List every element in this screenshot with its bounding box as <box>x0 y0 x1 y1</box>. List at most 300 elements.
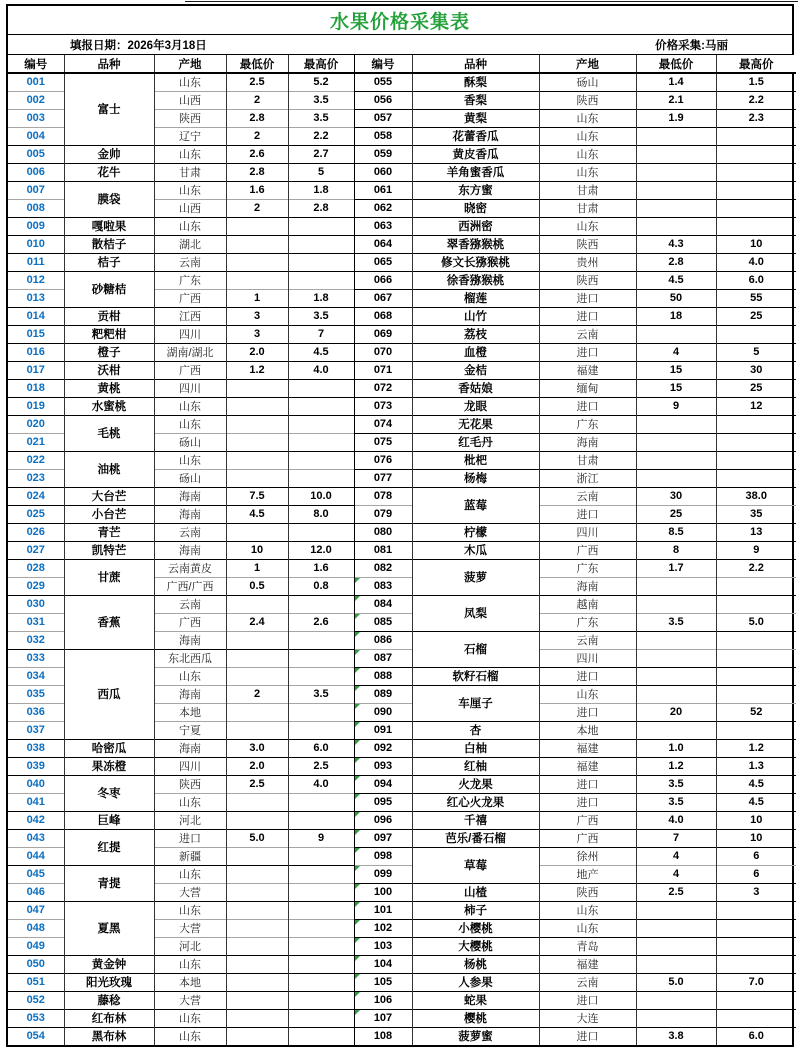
cell-max-price-right: 4.0 <box>716 253 796 271</box>
cell-variety-right: 千禧 <box>412 811 539 829</box>
cell-id-left: 029 <box>8 577 64 595</box>
cell-variety-left: 毛桃 <box>64 415 154 451</box>
cell-variety-right: 木瓜 <box>412 541 539 559</box>
cell-min-price-left: 2.4 <box>226 613 288 631</box>
cell-max-price-left: 9 <box>288 829 354 847</box>
cell-min-price-left <box>226 649 288 667</box>
cell-max-price-right <box>716 901 796 919</box>
cell-min-price-right: 3.5 <box>636 775 716 793</box>
cell-variety-left: 膜袋 <box>64 181 154 217</box>
cell-min-price-left: 2.6 <box>226 145 288 163</box>
table-row <box>8 415 796 433</box>
cell-max-price-right <box>716 577 796 595</box>
cell-max-price-left: 8.0 <box>288 505 354 523</box>
cell-min-price-right: 20 <box>636 703 716 721</box>
cell-min-price-right <box>636 685 716 703</box>
cell-origin-right: 进口 <box>539 991 636 1009</box>
cell-variety-left: 散桔子 <box>64 235 154 253</box>
cell-max-price-left <box>288 667 354 685</box>
cell-origin-right: 广西 <box>539 829 636 847</box>
cell-variety-left: 西瓜 <box>64 649 154 739</box>
cell-variety-right: 榴莲 <box>412 289 539 307</box>
cell-min-price-left: 3 <box>226 307 288 325</box>
cell-min-price-right: 4.3 <box>636 235 716 253</box>
cell-id-left: 016 <box>8 343 64 361</box>
cell-id-left: 021 <box>8 433 64 451</box>
cell-min-price-right <box>636 577 716 595</box>
cell-variety-left: 黑布林 <box>64 1027 154 1045</box>
cell-origin-left: 广东 <box>154 271 226 289</box>
cell-origin-left: 山东 <box>154 901 226 919</box>
cell-max-price-right: 4.5 <box>716 793 796 811</box>
cell-min-price-left <box>226 973 288 991</box>
cell-origin-right: 贵州 <box>539 253 636 271</box>
cell-variety-right: 芭乐/番石榴 <box>412 829 539 847</box>
cell-max-price-left: 2.5 <box>288 757 354 775</box>
cell-origin-left: 山东 <box>154 955 226 973</box>
cell-id-right: 066 <box>354 271 412 289</box>
cell-origin-right: 山东 <box>539 127 636 145</box>
col-header-max-left: 最高价 <box>288 55 354 73</box>
cell-id-left: 043 <box>8 829 64 847</box>
cell-min-price-right: 2.8 <box>636 253 716 271</box>
cell-min-price-left <box>226 883 288 901</box>
cell-min-price-right <box>636 163 716 181</box>
cell-variety-left: 油桃 <box>64 451 154 487</box>
cell-min-price-right <box>636 955 716 973</box>
table-row <box>8 829 796 847</box>
cell-id-right: 068 <box>354 307 412 325</box>
cell-variety-right: 徐香猕猴桃 <box>412 271 539 289</box>
cell-origin-left: 新疆 <box>154 847 226 865</box>
cell-max-price-left: 7 <box>288 325 354 343</box>
cell-origin-right: 广西 <box>539 811 636 829</box>
cell-origin-right: 陕西 <box>539 91 636 109</box>
cell-id-right: 090 <box>354 703 412 721</box>
cell-id-right: 065 <box>354 253 412 271</box>
cell-variety-right: 龙眼 <box>412 397 539 415</box>
cell-origin-right: 山东 <box>539 217 636 235</box>
cell-variety-left: 果冻橙 <box>64 757 154 775</box>
cell-origin-right: 福建 <box>539 361 636 379</box>
cell-min-price-right <box>636 631 716 649</box>
cell-max-price-left <box>288 721 354 739</box>
cell-max-price-right <box>716 199 796 217</box>
cell-max-price-left <box>288 1009 354 1027</box>
cell-id-left: 017 <box>8 361 64 379</box>
cell-max-price-right: 7.0 <box>716 973 796 991</box>
cell-max-price-right: 2.2 <box>716 559 796 577</box>
col-header-origin-right: 产地 <box>539 55 636 73</box>
cell-id-right: 080 <box>354 523 412 541</box>
cell-variety-right: 杏 <box>412 721 539 739</box>
cell-id-right: 089 <box>354 685 412 703</box>
cell-variety-right: 山竹 <box>412 307 539 325</box>
cell-max-price-left <box>288 1027 354 1045</box>
table-row <box>8 361 796 379</box>
cell-min-price-left: 3 <box>226 325 288 343</box>
cell-id-right: 063 <box>354 217 412 235</box>
cell-max-price-left: 4.0 <box>288 775 354 793</box>
cell-min-price-left <box>226 523 288 541</box>
cell-origin-right: 大连 <box>539 1009 636 1027</box>
cell-variety-left: 凯特芒 <box>64 541 154 559</box>
cell-min-price-left <box>226 847 288 865</box>
cell-min-price-right <box>636 991 716 1009</box>
cell-max-price-right: 10 <box>716 811 796 829</box>
cell-variety-left: 哈密瓜 <box>64 739 154 757</box>
cell-id-right: 088 <box>354 667 412 685</box>
table-row <box>8 181 796 199</box>
cell-origin-left: 辽宁 <box>154 127 226 145</box>
cell-variety-right: 无花果 <box>412 415 539 433</box>
cell-variety-right: 东方蜜 <box>412 181 539 199</box>
cell-id-left: 030 <box>8 595 64 613</box>
cell-max-price-left: 3.5 <box>288 685 354 703</box>
cell-min-price-right: 9 <box>636 397 716 415</box>
table-row <box>8 541 796 559</box>
cell-max-price-left: 3.5 <box>288 109 354 127</box>
cell-origin-right: 甘肃 <box>539 181 636 199</box>
cell-variety-left: 大台芒 <box>64 487 154 505</box>
cell-max-price-right: 35 <box>716 505 796 523</box>
cell-min-price-right <box>636 649 716 667</box>
cell-min-price-right: 4 <box>636 343 716 361</box>
cell-id-right: 074 <box>354 415 412 433</box>
cell-max-price-left <box>288 703 354 721</box>
cell-origin-left: 四川 <box>154 757 226 775</box>
cell-id-right: 060 <box>354 163 412 181</box>
cell-id-left: 022 <box>8 451 64 469</box>
cell-max-price-right: 10 <box>716 235 796 253</box>
cell-origin-left: 大营 <box>154 919 226 937</box>
cell-id-right: 086 <box>354 631 412 649</box>
table-row <box>8 271 796 289</box>
cell-min-price-right <box>636 595 716 613</box>
cell-max-price-left <box>288 865 354 883</box>
cell-origin-right: 进口 <box>539 307 636 325</box>
fruit-price-sheet <box>6 4 794 1047</box>
sheet-title-row <box>8 6 792 35</box>
cell-origin-left: 山东 <box>154 793 226 811</box>
cell-variety-right: 菠萝 <box>412 559 539 595</box>
cell-max-price-right: 38.0 <box>716 487 796 505</box>
cell-origin-right: 福建 <box>539 955 636 973</box>
cell-variety-right: 血橙 <box>412 343 539 361</box>
cell-origin-right: 云南 <box>539 487 636 505</box>
cell-origin-left: 进口 <box>154 829 226 847</box>
table-row <box>8 991 796 1009</box>
col-header-id-right: 编号 <box>354 55 412 73</box>
cell-min-price-right: 1.4 <box>636 73 716 91</box>
table-row <box>8 73 796 91</box>
cell-variety-left: 阳光玫瑰 <box>64 973 154 991</box>
cell-min-price-left: 10 <box>226 541 288 559</box>
cell-max-price-left <box>288 901 354 919</box>
cell-max-price-left: 2.2 <box>288 127 354 145</box>
cell-min-price-left: 0.5 <box>226 577 288 595</box>
cell-variety-left: 粑粑柑 <box>64 325 154 343</box>
cell-id-right: 069 <box>354 325 412 343</box>
cell-min-price-left <box>226 1009 288 1027</box>
cell-origin-left: 陕西 <box>154 775 226 793</box>
cell-origin-left: 山东 <box>154 415 226 433</box>
cell-min-price-left <box>226 217 288 235</box>
cell-max-price-left <box>288 631 354 649</box>
cell-origin-left: 陕西 <box>154 109 226 127</box>
cell-max-price-left: 10.0 <box>288 487 354 505</box>
cell-id-right: 095 <box>354 793 412 811</box>
cell-max-price-right: 6.0 <box>716 1027 796 1045</box>
cell-id-right: 070 <box>354 343 412 361</box>
cell-min-price-right: 1.0 <box>636 739 716 757</box>
cell-min-price-left: 4.5 <box>226 505 288 523</box>
table-row <box>8 379 796 397</box>
cell-id-right: 108 <box>354 1027 412 1045</box>
cell-max-price-left <box>288 883 354 901</box>
cell-min-price-right: 15 <box>636 379 716 397</box>
cell-min-price-right <box>636 325 716 343</box>
cell-variety-right: 人参果 <box>412 973 539 991</box>
cell-id-right: 084 <box>354 595 412 613</box>
cell-origin-left: 广西/广西 <box>154 577 226 595</box>
cell-id-right: 107 <box>354 1009 412 1027</box>
cell-min-price-left <box>226 811 288 829</box>
cell-variety-right: 金桔 <box>412 361 539 379</box>
cell-min-price-right <box>636 469 716 487</box>
cell-max-price-right: 52 <box>716 703 796 721</box>
cell-origin-right: 进口 <box>539 793 636 811</box>
cell-max-price-left: 3.5 <box>288 307 354 325</box>
cell-origin-left: 山东 <box>154 1009 226 1027</box>
cell-max-price-right <box>716 991 796 1009</box>
cell-max-price-left: 0.8 <box>288 577 354 595</box>
cell-variety-left: 红提 <box>64 829 154 865</box>
cell-variety-left: 花牛 <box>64 163 154 181</box>
cell-origin-left: 云南 <box>154 595 226 613</box>
cell-min-price-right: 3.5 <box>636 793 716 811</box>
cell-origin-left: 海南 <box>154 631 226 649</box>
cell-min-price-right <box>636 721 716 739</box>
cell-min-price-left <box>226 703 288 721</box>
cell-max-price-right: 1.5 <box>716 73 796 91</box>
cell-variety-right: 石榴 <box>412 631 539 667</box>
cell-min-price-right: 7 <box>636 829 716 847</box>
cell-max-price-right: 6.0 <box>716 271 796 289</box>
cell-id-left: 033 <box>8 649 64 667</box>
cell-min-price-left: 2.5 <box>226 775 288 793</box>
cell-variety-right: 蓝莓 <box>412 487 539 523</box>
cell-min-price-right <box>636 145 716 163</box>
cell-variety-left: 桔子 <box>64 253 154 271</box>
cell-id-left: 019 <box>8 397 64 415</box>
cell-max-price-right: 2.2 <box>716 91 796 109</box>
cell-variety-left: 嘎啦果 <box>64 217 154 235</box>
cell-min-price-left: 2 <box>226 127 288 145</box>
cell-max-price-left: 4.0 <box>288 361 354 379</box>
cell-origin-left: 山东 <box>154 73 226 91</box>
table-row <box>8 163 796 181</box>
cell-origin-right: 山东 <box>539 145 636 163</box>
table-row <box>8 811 796 829</box>
cell-max-price-right: 4.5 <box>716 775 796 793</box>
cell-max-price-left <box>288 451 354 469</box>
cell-min-price-left: 2.8 <box>226 163 288 181</box>
cell-id-left: 026 <box>8 523 64 541</box>
cell-min-price-left: 1.2 <box>226 361 288 379</box>
table-row <box>8 307 796 325</box>
cell-origin-right: 进口 <box>539 1027 636 1045</box>
cell-id-right: 056 <box>354 91 412 109</box>
cell-origin-left: 山西 <box>154 199 226 217</box>
cell-max-price-left <box>288 235 354 253</box>
cell-origin-left: 云南 <box>154 523 226 541</box>
cell-min-price-right: 5.0 <box>636 973 716 991</box>
cell-max-price-right: 3 <box>716 883 796 901</box>
cell-id-left: 002 <box>8 91 64 109</box>
cell-max-price-left <box>288 937 354 955</box>
cell-id-right: 082 <box>354 559 412 577</box>
cell-min-price-right <box>636 199 716 217</box>
cell-min-price-right: 3.8 <box>636 1027 716 1045</box>
cell-origin-left: 河北 <box>154 937 226 955</box>
cell-variety-left: 甘蔗 <box>64 559 154 595</box>
table-row <box>8 865 796 883</box>
cell-origin-right: 陕西 <box>539 883 636 901</box>
cell-variety-left: 富士 <box>64 73 154 145</box>
cell-variety-right: 翠香猕猴桃 <box>412 235 539 253</box>
cell-origin-left: 广西 <box>154 289 226 307</box>
cell-id-right: 076 <box>354 451 412 469</box>
cell-variety-right: 菠萝蜜 <box>412 1027 539 1045</box>
table-row <box>8 1009 796 1027</box>
cell-origin-left: 山东 <box>154 667 226 685</box>
cell-max-price-left <box>288 523 354 541</box>
table-row <box>8 559 796 577</box>
cell-min-price-left: 5.0 <box>226 829 288 847</box>
cell-min-price-left: 2.5 <box>226 73 288 91</box>
cell-variety-right: 香梨 <box>412 91 539 109</box>
cell-id-right: 083 <box>354 577 412 595</box>
cell-id-right: 102 <box>354 919 412 937</box>
cell-max-price-left: 12.0 <box>288 541 354 559</box>
cell-min-price-left: 2 <box>226 685 288 703</box>
cell-max-price-left: 2.7 <box>288 145 354 163</box>
cell-min-price-right: 25 <box>636 505 716 523</box>
cell-id-right: 087 <box>354 649 412 667</box>
cell-origin-left: 云南黄皮 <box>154 559 226 577</box>
cell-min-price-right: 30 <box>636 487 716 505</box>
cell-variety-left: 水蜜桃 <box>64 397 154 415</box>
cell-id-left: 036 <box>8 703 64 721</box>
cell-max-price-left <box>288 595 354 613</box>
cell-origin-left: 宁夏 <box>154 721 226 739</box>
cell-max-price-left <box>288 847 354 865</box>
cell-min-price-right <box>636 667 716 685</box>
cell-min-price-right: 1.2 <box>636 757 716 775</box>
cell-variety-right: 大樱桃 <box>412 937 539 955</box>
cell-id-right: 100 <box>354 883 412 901</box>
cell-max-price-right: 6 <box>716 865 796 883</box>
cell-variety-right: 红柚 <box>412 757 539 775</box>
cell-id-left: 046 <box>8 883 64 901</box>
cell-min-price-right: 1.7 <box>636 559 716 577</box>
cell-origin-left: 山东 <box>154 145 226 163</box>
cell-max-price-right: 5.0 <box>716 613 796 631</box>
cell-id-left: 047 <box>8 901 64 919</box>
cell-origin-right: 进口 <box>539 775 636 793</box>
cell-id-left: 050 <box>8 955 64 973</box>
cell-max-price-right: 1.3 <box>716 757 796 775</box>
cell-origin-right: 甘肃 <box>539 199 636 217</box>
cell-id-left: 032 <box>8 631 64 649</box>
cell-min-price-right: 4.0 <box>636 811 716 829</box>
cell-min-price-right <box>636 937 716 955</box>
cell-origin-right: 海南 <box>539 577 636 595</box>
cell-variety-right: 酥梨 <box>412 73 539 91</box>
cell-id-left: 018 <box>8 379 64 397</box>
cell-id-right: 075 <box>354 433 412 451</box>
cell-variety-left: 小台芒 <box>64 505 154 523</box>
cell-id-left: 007 <box>8 181 64 199</box>
cell-id-left: 027 <box>8 541 64 559</box>
cell-origin-right: 越南 <box>539 595 636 613</box>
cell-max-price-left: 6.0 <box>288 739 354 757</box>
cell-max-price-left <box>288 253 354 271</box>
cell-id-right: 064 <box>354 235 412 253</box>
cell-origin-right: 山东 <box>539 109 636 127</box>
cell-origin-right: 山东 <box>539 685 636 703</box>
cell-variety-left: 贡柑 <box>64 307 154 325</box>
cell-id-left: 038 <box>8 739 64 757</box>
report-date-label: 填报日期： <box>70 39 128 52</box>
cell-min-price-left <box>226 397 288 415</box>
cell-min-price-left <box>226 667 288 685</box>
cell-origin-right: 地产 <box>539 865 636 883</box>
cell-min-price-right: 4.5 <box>636 271 716 289</box>
cell-variety-left: 金帅 <box>64 145 154 163</box>
cell-origin-left: 云南 <box>154 253 226 271</box>
report-date-value: 2026年3月18日 <box>127 39 207 52</box>
cell-max-price-left <box>288 793 354 811</box>
cell-origin-left: 四川 <box>154 379 226 397</box>
cell-max-price-left <box>288 433 354 451</box>
cell-max-price-left: 1.8 <box>288 289 354 307</box>
cell-min-price-left: 2.0 <box>226 343 288 361</box>
cell-min-price-left <box>226 721 288 739</box>
cell-origin-right: 云南 <box>539 325 636 343</box>
cell-origin-right: 进口 <box>539 343 636 361</box>
cell-origin-right: 缅甸 <box>539 379 636 397</box>
cell-id-right: 061 <box>354 181 412 199</box>
cell-id-left: 005 <box>8 145 64 163</box>
cell-origin-left: 海南 <box>154 505 226 523</box>
table-row <box>8 973 796 991</box>
cell-variety-left: 橙子 <box>64 343 154 361</box>
cell-id-left: 037 <box>8 721 64 739</box>
cell-id-left: 003 <box>8 109 64 127</box>
cell-max-price-left: 2.6 <box>288 613 354 631</box>
page-edge-line <box>185 1 798 2</box>
cell-min-price-left <box>226 937 288 955</box>
cell-max-price-right: 10 <box>716 829 796 847</box>
cell-max-price-left: 4.5 <box>288 343 354 361</box>
table-row <box>8 649 796 667</box>
cell-origin-right: 云南 <box>539 631 636 649</box>
cell-min-price-right: 4 <box>636 865 716 883</box>
cell-min-price-left <box>226 379 288 397</box>
cell-origin-left: 海南 <box>154 685 226 703</box>
